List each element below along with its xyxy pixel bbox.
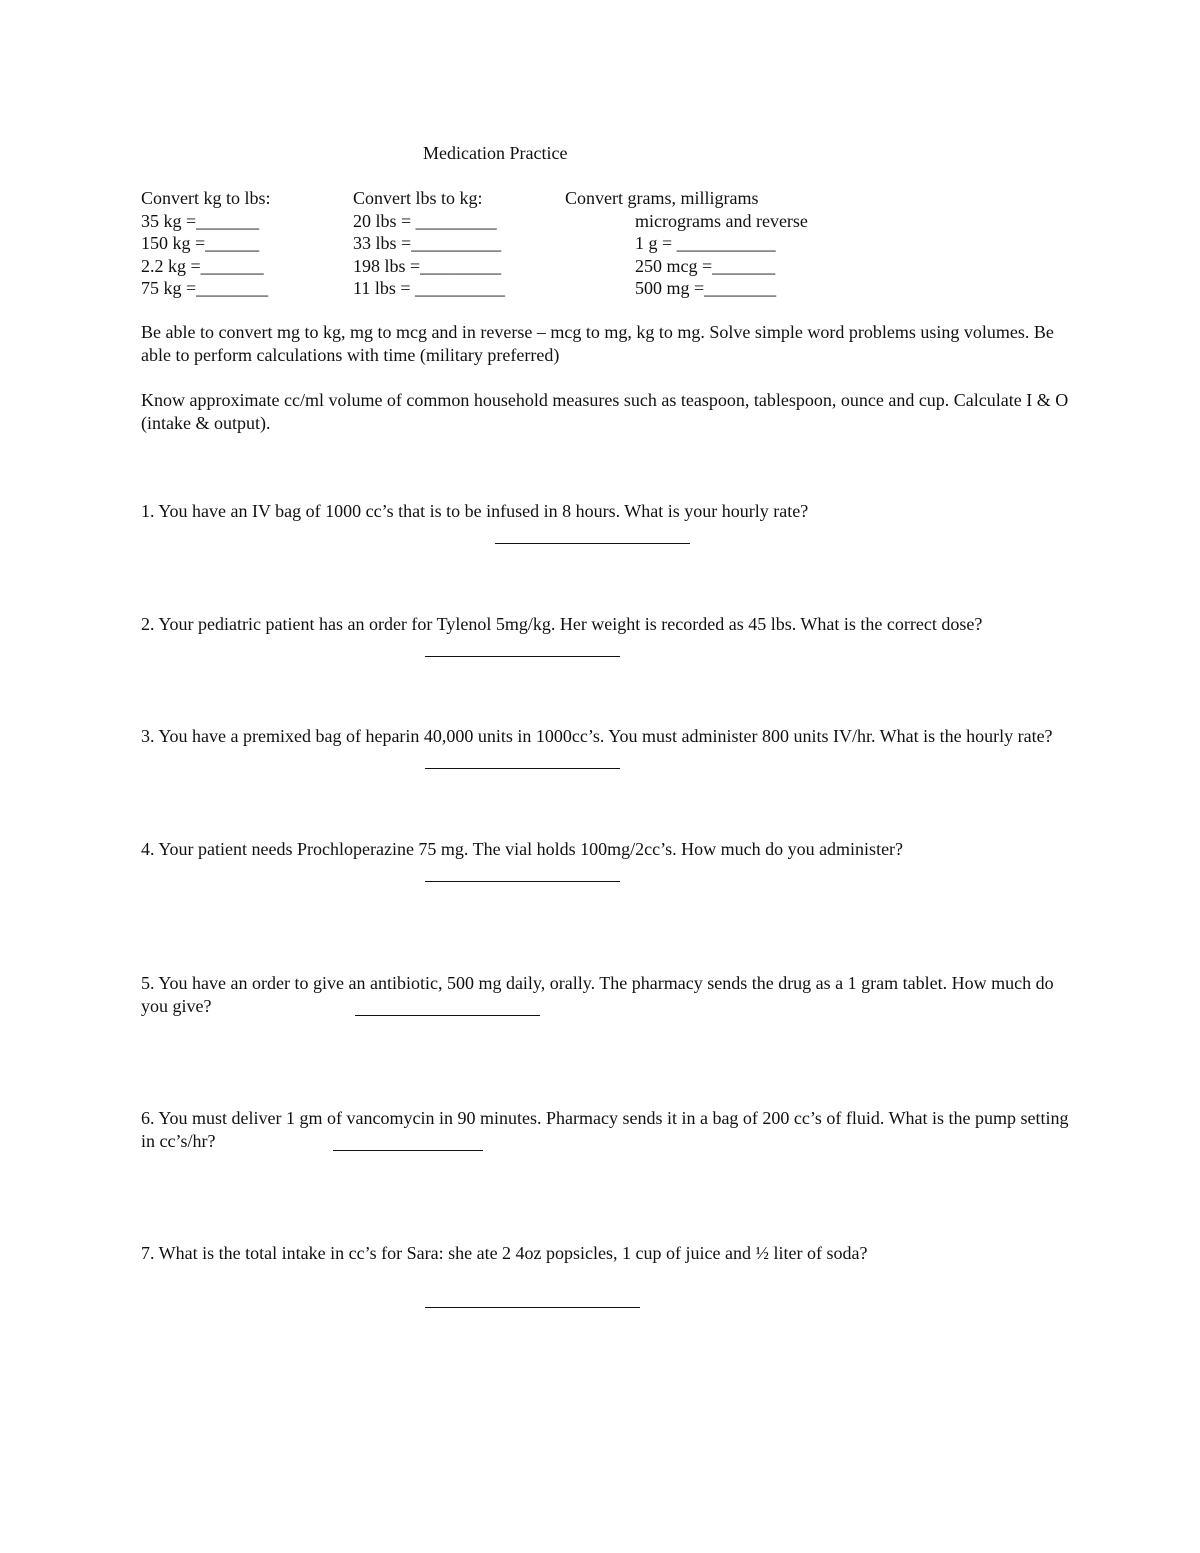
conversion-item: 1 g = ___________	[635, 233, 776, 253]
question-7: 7. What is the total intake in cc’s for Sara: she ate 2 4oz popsicles, 1 cup of juice and ½ liter of soda?	[141, 1243, 868, 1263]
conversion-item: 33 lbs =__________	[353, 233, 502, 253]
conversion-item: 20 lbs = _________	[353, 210, 497, 231]
column-subheading: micrograms and reverse	[635, 210, 808, 231]
instruction-paragraph: Know approximate cc/ml volume of common household measures such as teaspoon, tablespoon, ounce and cup. Calculate I & O (intake & output).	[141, 390, 1069, 433]
conversion-item: 500 mg =________	[635, 278, 777, 298]
answer-blank-1[interactable]	[495, 543, 690, 544]
column-heading: Convert lbs to kg:	[353, 188, 483, 208]
question-5: 5. You have an order to give an antibiotic, 500 mg daily, orally. The pharmacy sends the drug as a 1 gram tablet. How much do you give?	[141, 973, 1054, 1016]
answer-blank-2[interactable]	[425, 656, 620, 657]
kg-to-lbs-column	[141, 187, 271, 300]
answer-blank-6[interactable]	[333, 1150, 483, 1151]
conversion-item: 198 lbs =_________	[353, 255, 502, 276]
question-4: 4. Your patient needs Prochloperazine 75 mg. The vial holds 100mg/2cc’s. How much do you administer?	[141, 839, 904, 859]
question-3: 3. You have a premixed bag of heparin 40,000 units in 1000cc’s. You must administer 800 units IV/hr. What is the hourly rate?	[141, 726, 1053, 746]
answer-blank-5[interactable]	[355, 1015, 540, 1016]
question-2: 2. Your pediatric patient has an order for Tylenol 5mg/kg. Her weight is recorded as 45 lbs. What is the correct dose?	[141, 614, 983, 634]
answer-blank-4[interactable]	[425, 881, 620, 882]
answer-blank-3[interactable]	[425, 768, 620, 769]
conversion-item: 150 kg =______	[141, 233, 260, 253]
conversion-item: 250 mcg =_______	[635, 255, 776, 276]
question-6: 6. You must deliver 1 gm of vancomycin in 90 minutes. Pharmacy sends it in a bag of 200 cc’s of fluid. What is the pump setting in cc’s/hr?	[141, 1108, 1069, 1151]
column-heading: Convert grams, milligrams	[565, 188, 759, 208]
conversion-item: 2.2 kg =_______	[141, 255, 264, 276]
conversion-item: 75 kg =________	[141, 278, 269, 298]
page-title: Medication Practice	[423, 143, 568, 163]
answer-blank-7[interactable]	[425, 1307, 640, 1308]
instruction-paragraph: Be able to convert mg to kg, mg to mcg and in reverse – mcg to mg, kg to mg. Solve simple word problems using volumes. Be able to perform calculations with time (military preferred)	[141, 322, 1054, 365]
grams-column	[565, 187, 808, 300]
lbs-to-kg-column	[353, 187, 505, 300]
conversion-item: 35 kg =_______	[141, 210, 260, 231]
conversion-item: 11 lbs = __________	[353, 278, 505, 298]
question-1: 1. You have an IV bag of 1000 cc’s that is to be infused in 8 hours. What is your hourly rate?	[141, 501, 809, 521]
column-heading: Convert kg to lbs:	[141, 188, 271, 208]
